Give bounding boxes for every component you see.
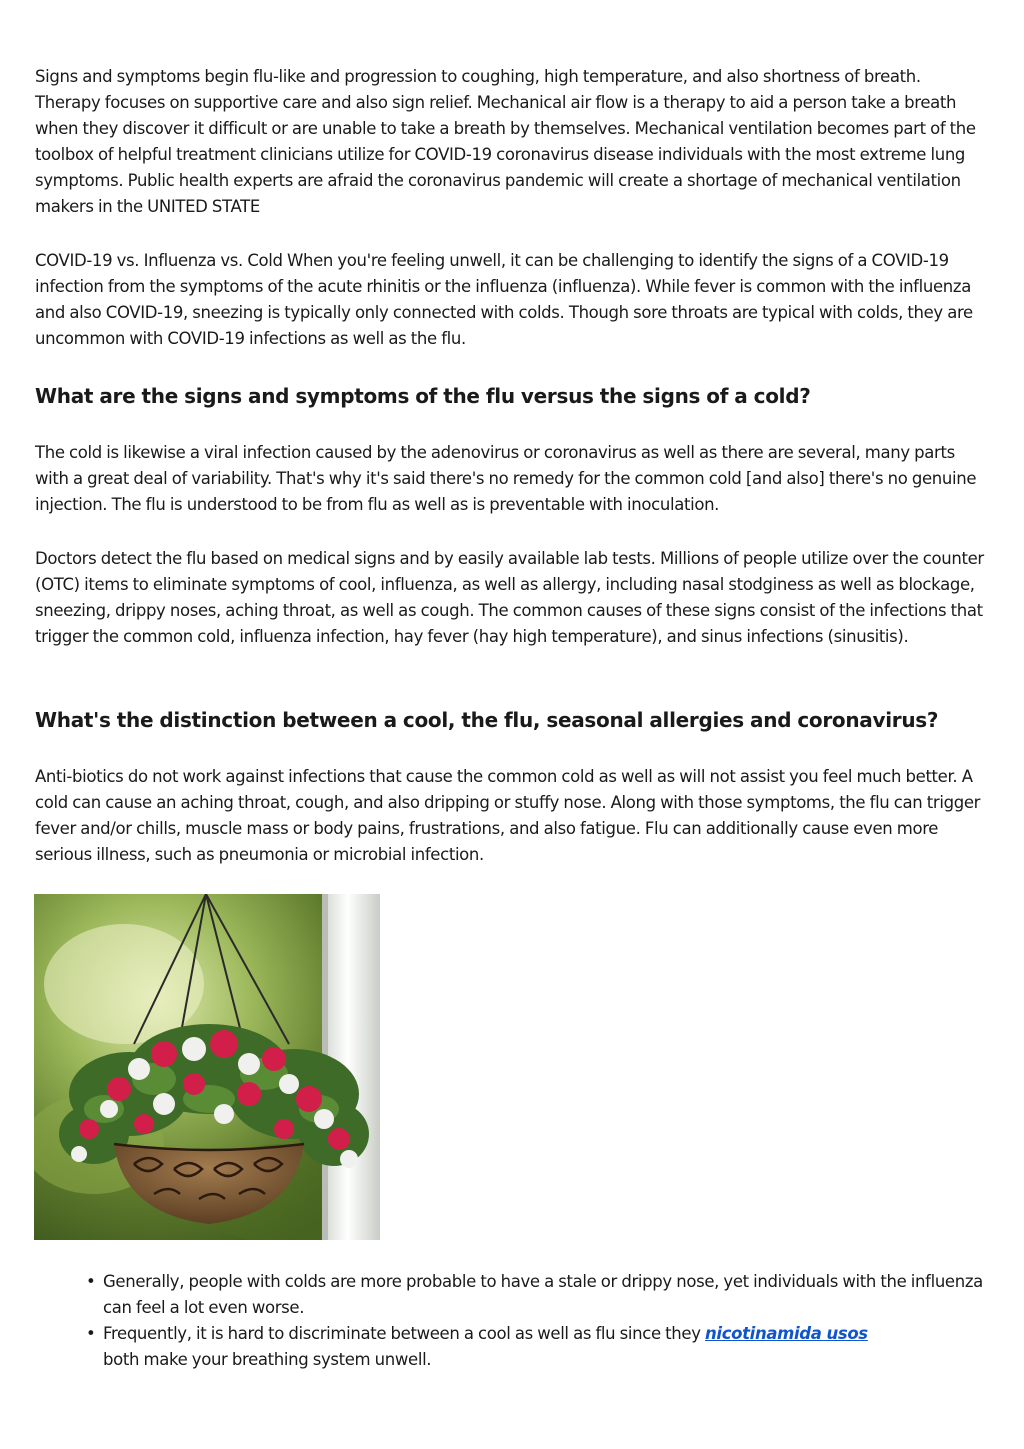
paragraph-covid-vs-influenza: COVID-19 vs. Influenza vs. Cold When you're feeling unwell, it can be challenging to identify the signs of a COVID-19 infection from the symptoms of the acute rhinitis or the influenza (influenza). While fever is common with the influenza and also COVID-19, sneezing is typically only connected with colds. Though sore throats are typical with colds, they are uncommon with COVID-19 infections as well as the flu. (35, 251, 973, 348)
nicotinamida-usos-link[interactable]: nicotinamida usos (705, 1324, 868, 1343)
paragraph-flu-diagnosis: Doctors detect the flu based on medical signs and by easily available lab tests. Millions of people utilize over the counter (OTC) items to eliminate symptoms of cool, influenza, as well as allergy, including nasal stodginess as well as blockage, sneezing, drippy noses, aching throat, as well as cough. The common causes of these signs consist of the infections that trigger the common cold, influenza infection, hay fever (hay high temperature), and sinus infections (sinusitis). (35, 549, 984, 646)
heading-cold-flu-allergies-coronavirus: What's the distinction between a cool, the flu, seasonal allergies and coronavirus? (35, 708, 939, 732)
paragraph-ventilation: Signs and symptoms begin flu-like and progression to coughing, high temperature, and also shortness of breath. Therapy focuses on supportive care and also sign relief. Mechanical air flow is a therapy to aid a person take a breath when they discover it difficult or are unable to take a breath by themselves. Mechanical ventilation becomes part of the toolbox of helpful treatment clinicians utilize for COVID-19 coronavirus disease individuals with the most extreme lung symptoms. Public health experts are afraid the coronavirus pandemic will create a shortage of mechanical ventilation makers in the UNITED STATE (35, 67, 976, 216)
paragraph-antibiotics: Anti-biotics do not work against infections that cause the common cold as well as will not assist you feel much better. A cold can cause an aching throat, cough, and also dripping or stuffy nose. Along with those symptoms, the flu can trigger fever and/or chills, muscle mass or body pains, frustrations, and also fatigue. Flu can additionally cause even more serious illness, such as pneumonia or microbial infection. (35, 767, 981, 864)
bullet-text-after-link: both make your breathing system unwell. (103, 1350, 432, 1369)
paragraph-cold-viral-infection: The cold is likewise a viral infection caused by the adenovirus or coronavirus as well as there are several, many parts with a great deal of variability. That's why it's said there's no remedy for the common cold [and also] there's no genuine injection. The flu is understood to be from flu as well as is preventable with inoculation. (35, 443, 977, 514)
hanging-basket-photo (34, 894, 380, 1240)
list-item (86, 1321, 986, 1373)
bullet-text-colds: Generally, people with colds are more probable to have a stale or drippy nose, yet individuals with the influenza can feel a lot even worse. (103, 1272, 983, 1317)
list-item (86, 1269, 986, 1321)
bullet-text-before-link: Frequently, it is hard to discriminate between a cool as well as flu since they (103, 1324, 706, 1343)
heading-flu-vs-cold-signs: What are the signs and symptoms of the flu versus the signs of a cold? (35, 384, 811, 408)
bullet-list (86, 1269, 986, 1373)
